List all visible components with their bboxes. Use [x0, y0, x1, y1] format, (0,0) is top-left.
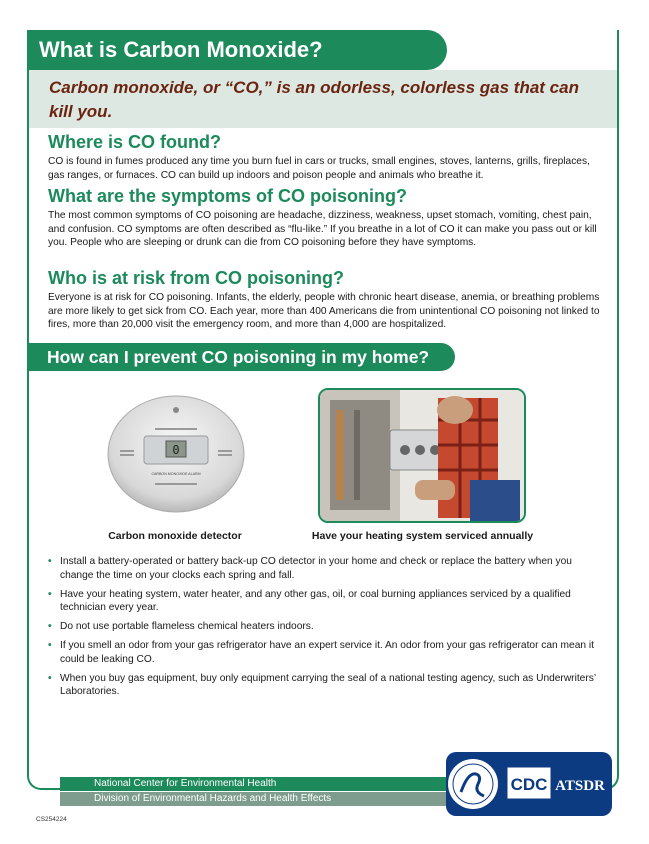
- intro-text: Carbon monoxide, or “CO,” is an odorless, colorless gas that can kill you.: [49, 78, 579, 121]
- tip-text: When you buy gas equipment, buy only equipment carrying the seal of a national testing agency, such as Underwriters’ Laboratories.: [60, 672, 596, 697]
- section-heading: What are the symptoms of CO poisoning?: [48, 186, 408, 206]
- agency-logos: [446, 752, 612, 816]
- section-where: [48, 131, 604, 182]
- section-body: CO is found in fumes produced any time you burn fuel in cars or trucks, small engines, stoves, lanterns, grills, fireplaces, gas ranges, or furnaces. CO can build up indoors and poison people and animals who breathe it.: [48, 156, 590, 181]
- section-symptoms: [48, 185, 604, 250]
- heating-service-image: [318, 388, 526, 523]
- heating-caption: Have your heating system serviced annually: [311, 530, 534, 542]
- intro-banner: [29, 70, 617, 128]
- prevention-tips-list: [48, 555, 604, 704]
- bullet-icon: •: [48, 672, 52, 684]
- tip-text: Have your heating system, water heater, and any other gas, oil, or coal burning appliances serviced by a qualified technician every year.: [60, 588, 571, 613]
- list-item: [48, 588, 604, 615]
- page-title: What is Carbon Monoxide?: [27, 30, 447, 70]
- bullet-icon: •: [48, 588, 52, 600]
- footer-center: National Center for Environmental Health: [60, 777, 460, 791]
- bullet-icon: •: [48, 640, 52, 651]
- section-body: The most common symptoms of CO poisoning are headache, dizziness, weakness, upset stomach, vomiting, chest pain, and confusion. CO symptoms are often described as “flu-like.” If you breathe in a lot of CO it can make you pass out or kill you. People who are sleeping or drunk can die from CO poisoning before they have symptoms.: [48, 210, 597, 248]
- tip-text: Do not use portable flameless chemical heaters indoors.: [60, 621, 314, 632]
- bullet-icon: •: [48, 621, 52, 632]
- detector-label: CARBON MONOXIDE ALARM: [151, 472, 201, 476]
- list-item: [48, 672, 604, 699]
- prevent-heading: How can I prevent CO poisoning in my home?: [27, 343, 455, 371]
- list-item: [48, 620, 604, 634]
- tip-text: Install a battery-operated or battery back-up CO detector in your home and check or replace the battery when you change the time on your clocks each spring and fall.: [60, 556, 572, 581]
- section-risk: [48, 267, 604, 332]
- tip-text: If you smell an odor from your gas refrigerator have an expert service it. An odor from your gas refrigerator can mean it could be leaking CO.: [60, 640, 594, 665]
- footer-division: Division of Environmental Hazards and Health Effects: [60, 792, 460, 806]
- detector-display: 0: [172, 443, 180, 457]
- bullet-icon: •: [48, 556, 52, 567]
- list-item: [48, 639, 604, 666]
- document-code: CS254224: [36, 816, 67, 823]
- cdc-logo: CDC: [510, 775, 548, 794]
- detector-caption: Carbon monoxide detector: [108, 530, 242, 542]
- atsdr-logo: ATSDR: [555, 778, 605, 794]
- section-heading: Who is at risk from CO poisoning?: [48, 268, 345, 288]
- section-body: Everyone is at risk for CO poisoning. Infants, the elderly, people with chronic heart disease, anemia, or breathing problems are more likely to get sick from CO. Each year, more than 400 Americans die from unintentional CO poisoning not linked to fires, more than 20,000 visit the emergency room, and more than 4,000 are hospitalized.: [48, 292, 600, 330]
- section-heading: Where is CO found?: [48, 132, 221, 152]
- list-item: [48, 555, 604, 582]
- co-detector-image: [100, 388, 250, 518]
